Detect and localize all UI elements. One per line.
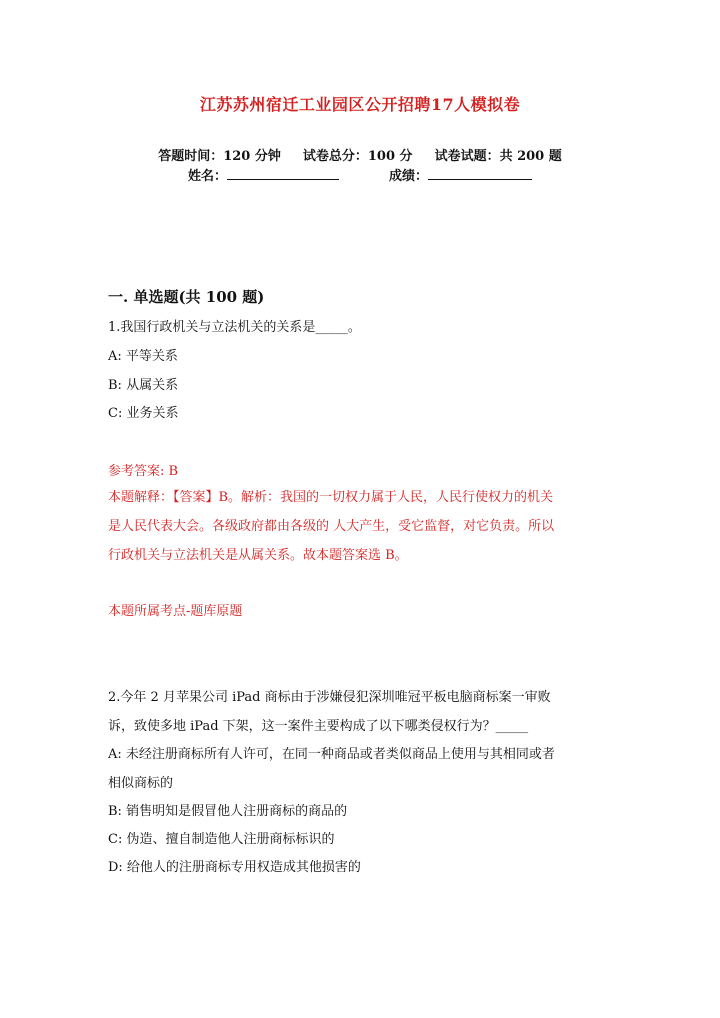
candidate-info-line [0,165,720,184]
score-blank [428,167,532,180]
explanation-line: 是人民代表大会。各级政府都由各级的 人大产生，受它监督，对它负责。所以 [108,519,555,534]
question-2-option-d [108,853,618,882]
question-2-stem [108,683,618,741]
option-line: B: 销售明知是假冒他人注册商标的商品的 [108,804,348,819]
question-stem-line: 2.今年 2 月苹果公司 iPad 商标由于涉嫌侵犯深圳唯冠平板电脑商标案一审败 [108,690,551,705]
option-line: C: 伪造、擅自制造他人注册商标标识的 [108,832,335,847]
exam-title: 江苏苏州宿迁工业园区公开招聘17人模拟卷 [199,95,521,114]
explanation-line: 行政机关与立法机关是从属关系。故本题答案选 B。 [108,548,408,563]
option-line: A: 未经注册商标所有人许可，在同一种商品或者类似商品上使用与其相同或者 [108,747,555,762]
name-label: 姓名： [187,169,227,184]
name-blank [227,167,339,180]
option-line: A: 平等关系 [108,349,178,364]
option-line: 相似商标的 [108,776,174,791]
explanation-line: 本题解释：【答案】B。解析：我国的一切权力属于人民，人民行使权力的机关 [108,490,554,505]
question-2-option-a [108,740,618,798]
question-stem-line: 诉，致使多地 iPad 下架，这一案件主要构成了以下哪类侵权行为？_____ [108,719,529,734]
question-2-option-b [108,797,618,826]
question-1-stem [108,313,618,342]
question-1-option-b [108,371,618,400]
option-line: C: 业务关系 [108,406,179,421]
question-1-option-a [108,342,618,371]
score-label: 成绩： [389,169,429,184]
option-line: D: 给他人的注册商标专用权造成其他损害的 [108,860,361,875]
exam-total-score: 试卷总分：100 分 [302,149,413,164]
exam-question-count: 试卷试题：共 200 题 [434,149,562,164]
question-2-option-c [108,825,618,854]
question-1-knowledge-point [108,597,618,626]
section-title: 一. 单选题(共 100 题) [108,288,265,306]
option-line: B: 从属关系 [108,378,179,393]
question-1-answer [108,457,618,486]
answer-text: 参考答案: B [108,464,179,479]
exam-meta-line [0,145,720,164]
question-1-explanation [108,483,618,570]
exam-time: 答题时间：120 分钟 [158,149,281,164]
knowledge-point-text: 本题所属考点-题库原题 [108,604,243,619]
question-1-option-c [108,399,618,428]
question-stem-line: 1.我国行政机关与立法机关的关系是_____。 [108,320,361,335]
